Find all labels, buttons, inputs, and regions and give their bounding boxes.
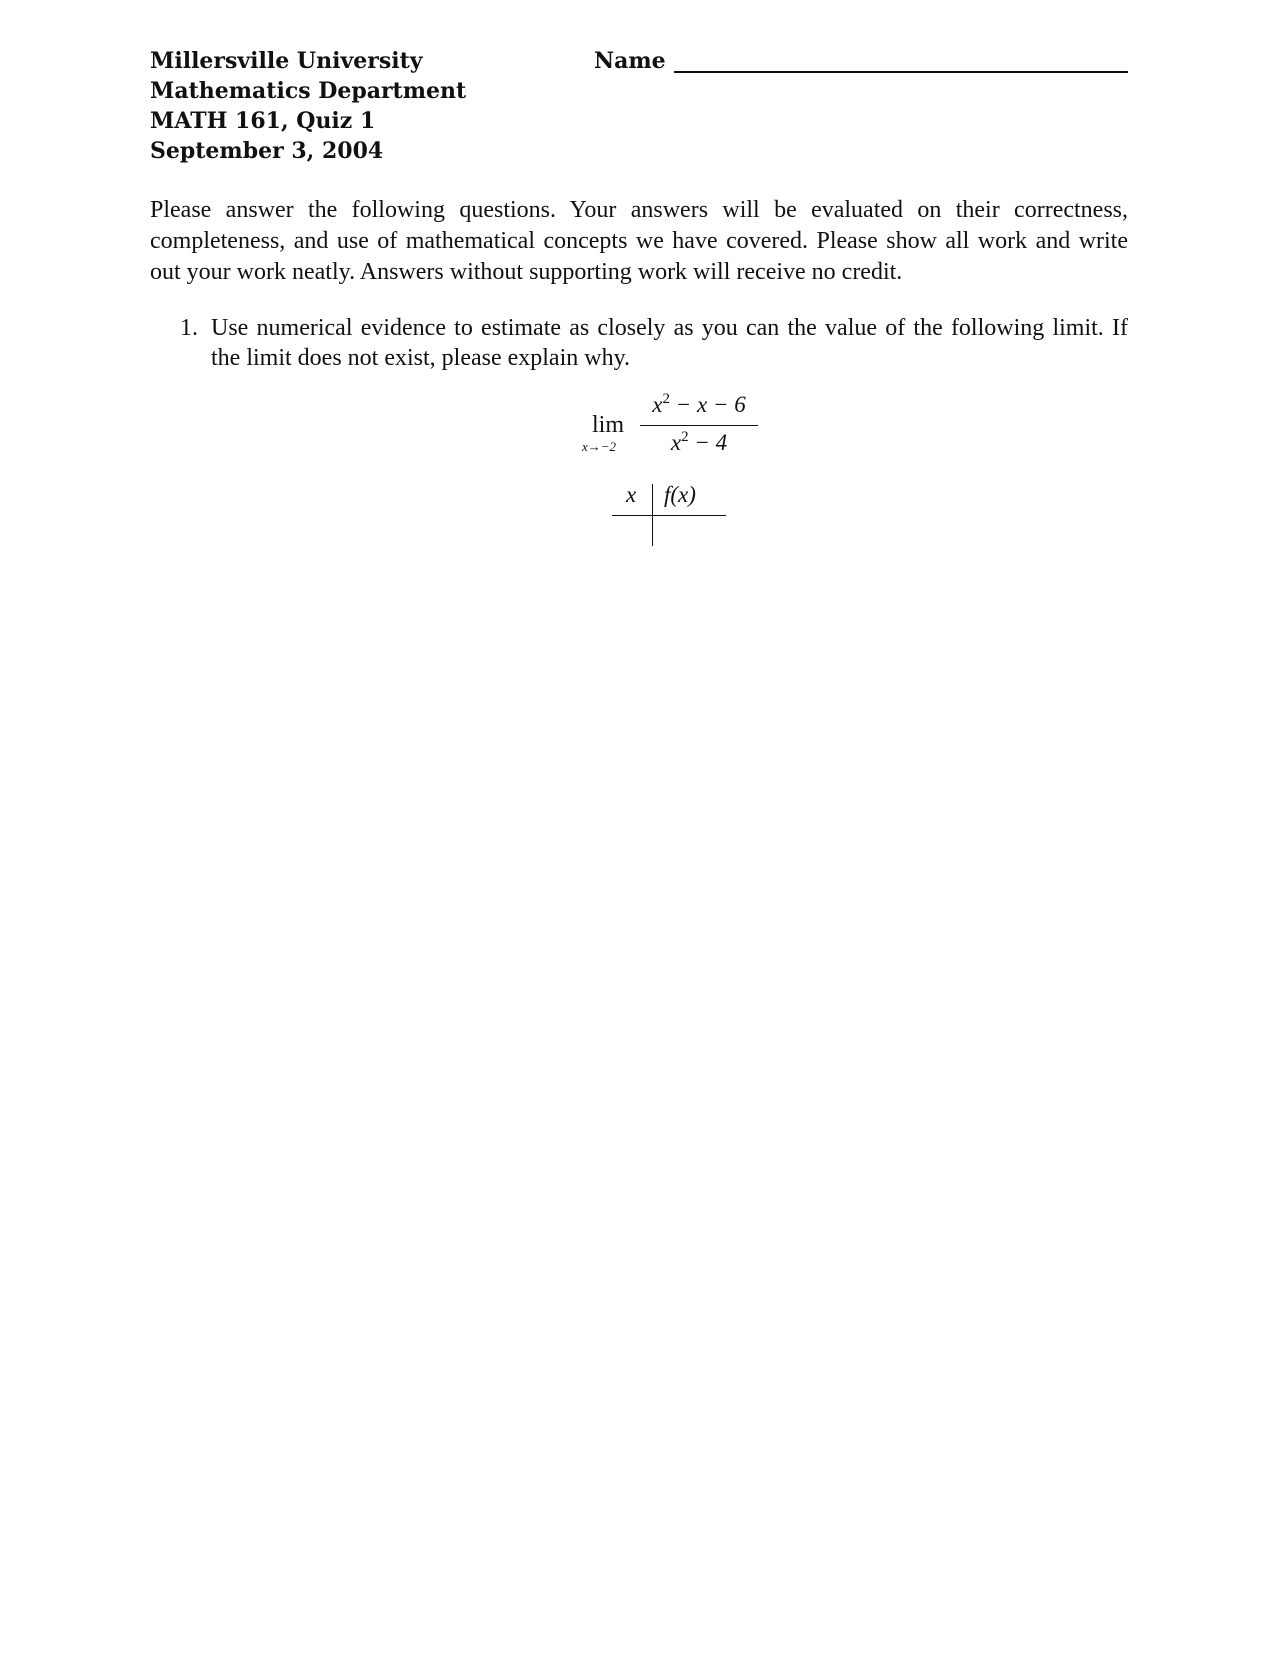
numerator-rest: − x − 6 xyxy=(669,392,746,417)
denominator-base: x xyxy=(670,430,682,455)
name-label: Name xyxy=(594,48,666,74)
university-name: Millersville University xyxy=(150,48,423,74)
question-text: Use numerical evidence to estimate as closely as you can the value of the following limit. If the limit does not exist, please explain why. xyxy=(211,315,1128,371)
department-name: Mathematics Department xyxy=(150,78,467,104)
denominator-rest: − 4 xyxy=(688,430,728,455)
numerator-base: x xyxy=(652,392,663,417)
lim-operator: lim xyxy=(592,412,625,438)
table-header-x: x xyxy=(626,482,637,507)
quiz-date: September 3, 2004 xyxy=(150,138,384,164)
lim-subscript: x→−2 xyxy=(582,439,617,454)
course-header xyxy=(150,46,466,166)
table-header-fx: f(x) xyxy=(664,482,696,507)
limit-expression xyxy=(580,392,760,462)
values-table xyxy=(612,482,728,548)
name-field xyxy=(594,46,1128,76)
fraction-numerator xyxy=(640,392,758,418)
instructions-paragraph: Please answer the following questions. Your answers will be evaluated on their correctness, completeness, and use of mathematical concepts we have covered. Please show all work and write out your work neatly. Answers without supporting work will receive no credit. xyxy=(150,197,1128,285)
question-1 xyxy=(180,313,1128,373)
fraction-denominator xyxy=(640,430,758,456)
fraction-bar xyxy=(640,425,758,426)
table-horizontal-rule xyxy=(612,515,726,516)
question-number: 1. xyxy=(180,315,198,341)
name-blank-line[interactable] xyxy=(674,71,1128,73)
numerator-exponent: 2 xyxy=(662,391,670,407)
denominator-exponent: 2 xyxy=(681,429,689,445)
course-quiz-title: MATH 161, Quiz 1 xyxy=(150,108,376,134)
